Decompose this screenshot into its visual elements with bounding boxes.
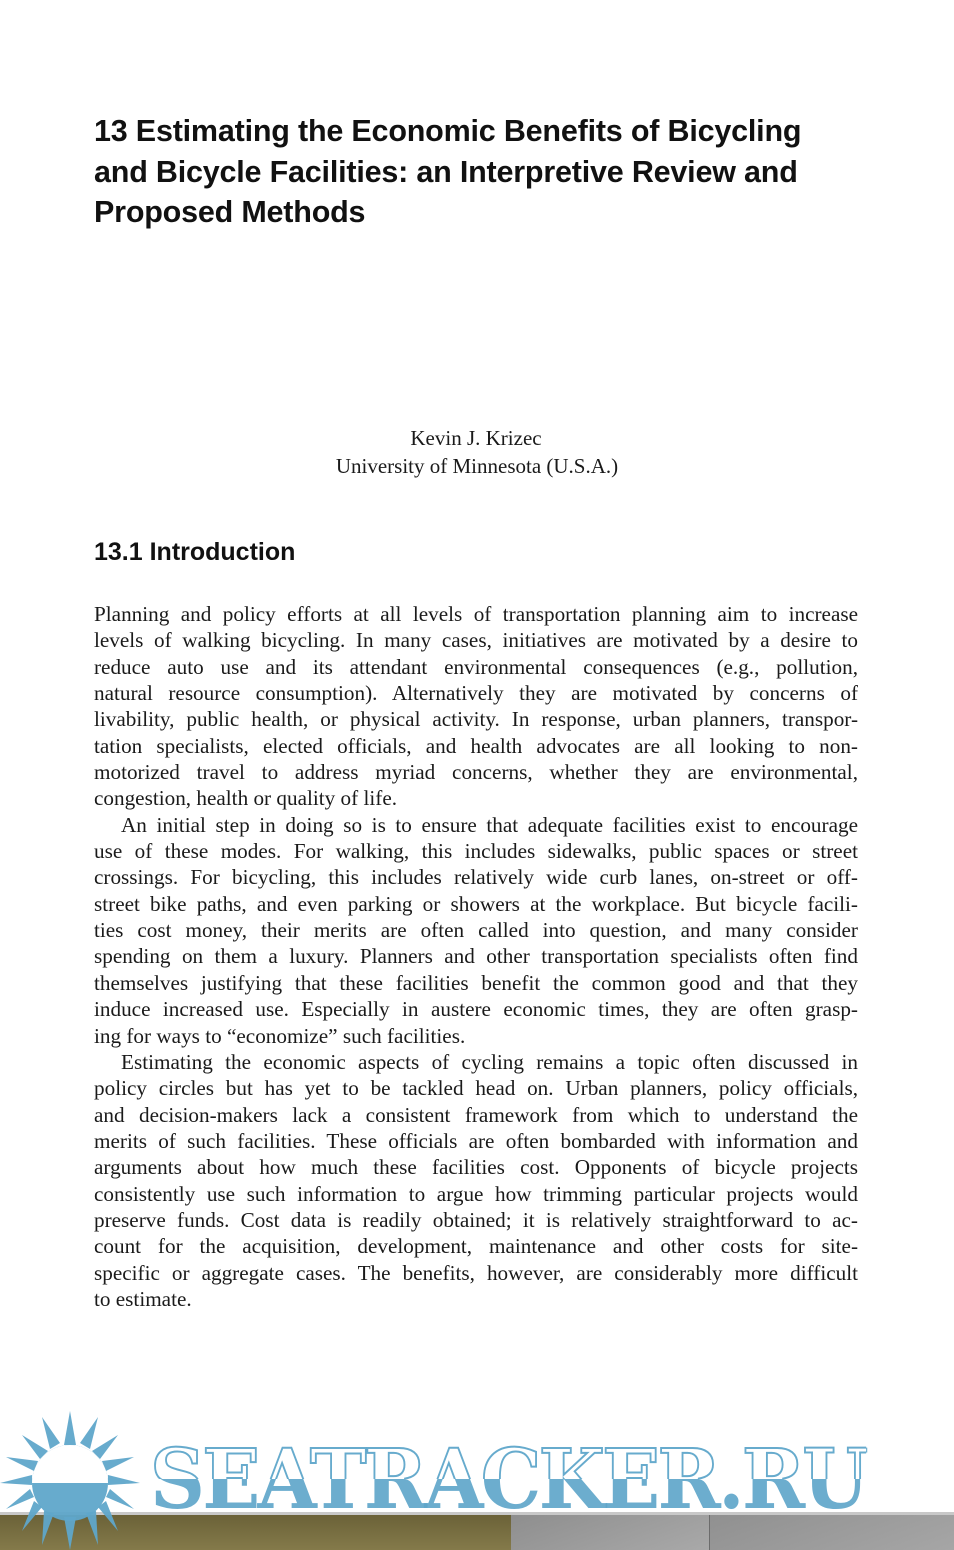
chapter-title-line: and Bicycle Facilities: an Interpretive Review and bbox=[94, 154, 798, 189]
body-line: count for the acquisition, development, maintenance and other costs for site- bbox=[94, 1234, 858, 1259]
body-line: congestion, health or quality of life. bbox=[94, 786, 398, 811]
byline bbox=[0, 424, 954, 480]
body-line: motorized travel to address myriad concerns, whether they are environmental, bbox=[94, 760, 858, 785]
body-line: An initial step in doing so is to ensure that adequate facilities exist to encourage bbox=[121, 812, 858, 837]
body-line: reduce auto use and its attendant environmental consequences (e.g., pollution, bbox=[94, 654, 858, 679]
body-line: to estimate. bbox=[94, 1286, 192, 1311]
section-heading: 13.1 Introduction bbox=[94, 538, 296, 566]
body-line: preserve funds. Cost data is readily obtained; it is relatively straightforward to ac- bbox=[94, 1207, 858, 1232]
toolbar-segment-right[interactable] bbox=[710, 1515, 954, 1550]
toolbar-segment-left[interactable] bbox=[0, 1515, 511, 1550]
chapter-title bbox=[94, 111, 874, 233]
body-line: themselves justifying that these facilities benefit the common good and that they bbox=[94, 970, 858, 995]
author-affiliation: University of Minnesota (U.S.A.) bbox=[335, 454, 619, 478]
body-line: ties cost money, their merits are often called into question, and many consider bbox=[94, 918, 858, 943]
body-line: livability, public health, or physical activity. In response, urban planners, transpor- bbox=[94, 707, 858, 732]
body-text bbox=[94, 601, 858, 1312]
chapter-title-line: 13 Estimating the Economic Benefits of Bicycling bbox=[94, 114, 802, 148]
body-line: natural resource consumption). Alternatively they are motivated by concerns of bbox=[94, 681, 858, 706]
body-line: policy circles but has yet to be tackled head on. Urban planners, policy officials, bbox=[94, 1076, 858, 1101]
body-line: ing for ways to “economize” such facilities. bbox=[94, 1023, 466, 1048]
body-line: merits of such facilities. These officials are often bombarded with information and bbox=[94, 1128, 858, 1153]
toolbar-segment-middle[interactable] bbox=[511, 1515, 710, 1550]
bottom-toolbar bbox=[0, 1512, 954, 1550]
body-line: specific or aggregate cases. The benefits, however, are considerably more difficult bbox=[94, 1260, 858, 1285]
author-name: Kevin J. Krizec bbox=[410, 426, 542, 450]
body-line: arguments about how much these facilities cost. Opponents of bicycle projects bbox=[94, 1155, 858, 1180]
body-line: spending on them a luxury. Planners and other transportation specialists often find bbox=[94, 944, 858, 969]
watermark-text: SEATRACKER.RU bbox=[150, 1432, 867, 1528]
chapter-title-line: Proposed Methods bbox=[94, 195, 366, 229]
body-line: Planning and policy efforts at all levels of transportation planning aim to increase bbox=[94, 602, 858, 626]
body-line: levels of walking bicycling. In many cases, initiatives are motivated by a desire to bbox=[94, 628, 858, 653]
body-line: consistently use such information to argue how trimming particular projects would bbox=[94, 1181, 858, 1206]
body-line: Estimating the economic aspects of cycling remains a topic often discussed in bbox=[121, 1049, 858, 1074]
body-line: crossings. For bicycling, this includes relatively wide curb lanes, on-street or off- bbox=[94, 865, 858, 890]
body-line: use of these modes. For walking, this includes sidewalks, public spaces or street bbox=[94, 839, 858, 864]
body-line: and decision-makers lack a consistent framework from which to understand the bbox=[94, 1102, 858, 1127]
body-line: induce increased use. Especially in austere economic times, they are often grasp- bbox=[94, 997, 858, 1022]
body-line: tation specialists, elected officials, and health advocates are all looking to non- bbox=[94, 733, 858, 758]
body-line: street bike paths, and even parking or showers at the workplace. But bicycle facili- bbox=[94, 891, 858, 916]
